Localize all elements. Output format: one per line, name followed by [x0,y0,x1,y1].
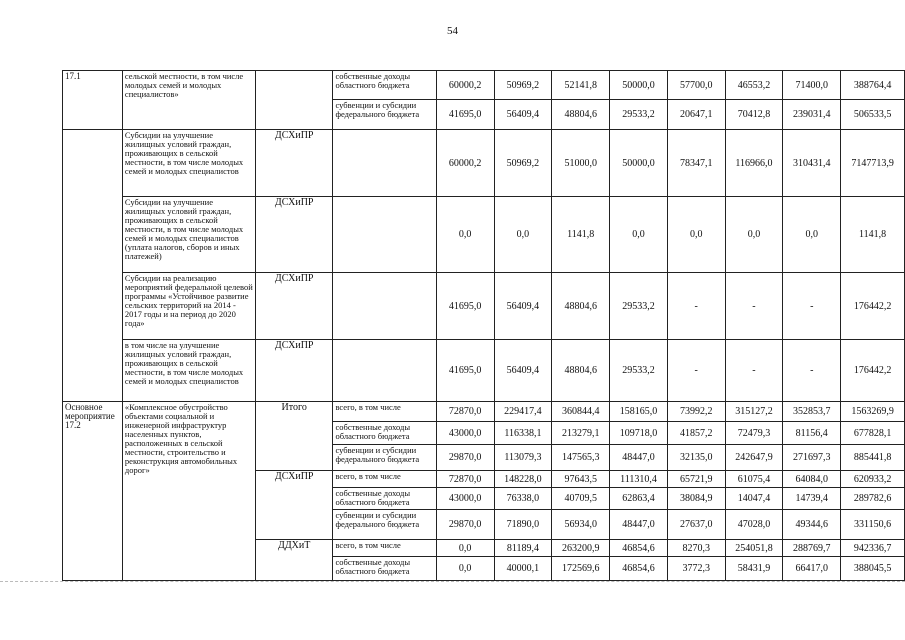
funding-source: всего, в том числе [333,471,436,488]
funding-source [333,197,436,273]
value-cell: 29870,0 [436,445,494,471]
scan-divider [0,581,905,582]
value-cell: 29533,2 [610,340,668,402]
value-cell: 50000,0 [610,130,668,197]
funding-source: собственные доходы областного бюджета [333,557,436,581]
value-cell: 71400,0 [783,71,841,100]
value-cell: 310431,4 [783,130,841,197]
value-cell: 60000,2 [436,130,494,197]
value-cell: 41695,0 [436,100,494,130]
budget-table [62,70,905,581]
row-code [63,130,123,402]
value-cell: 46854,6 [610,540,668,557]
value-cell: 158165,0 [610,402,668,422]
value-cell: 116338,1 [494,422,552,445]
value-cell: 1141,8 [552,197,610,273]
value-cell: 56934,0 [552,510,610,540]
value-cell: 20647,1 [667,100,725,130]
value-cell: 72870,0 [436,471,494,488]
value-cell: - [725,340,783,402]
value-cell: 147565,3 [552,445,610,471]
value-cell: 76338,0 [494,488,552,510]
value-cell: 113079,3 [494,445,552,471]
value-cell: 148228,0 [494,471,552,488]
value-cell: 388764,4 [841,71,905,100]
funding-source: субвенции и субсидии федерального бюджета [333,510,436,540]
row-name: сельской местности, в том числе молодых семей и молодых специалистов» [122,71,255,130]
value-cell: 49344,6 [783,510,841,540]
value-cell: 254051,8 [725,540,783,557]
table-row [63,71,905,100]
value-cell: 352853,7 [783,402,841,422]
row-name: «Комплексное обустройство объектами социальной и инженерной инфраструктур населенных пунктов, расположенных в сельской местности, строительство и реконструкция автомобильных дорог» [122,402,255,581]
value-cell: 0,0 [610,197,668,273]
value-cell: 14047,4 [725,488,783,510]
row-executor: ДСХиПР [255,340,333,402]
value-cell: 41695,0 [436,273,494,340]
value-cell: 58431,9 [725,557,783,581]
value-cell: 41857,2 [667,422,725,445]
funding-source [333,340,436,402]
row-name: Субсидии на улучшение жилищных условий граждан, проживающих в сельской местности, в том числе молодых семей и молодых специалистов (уплата налогов, сборов и иных платежей) [122,197,255,273]
value-cell: 56409,4 [494,340,552,402]
funding-source: всего, в том числе [333,402,436,422]
value-cell: - [725,273,783,340]
value-cell: 0,0 [436,557,494,581]
value-cell: 97643,5 [552,471,610,488]
value-cell: 176442,2 [841,273,905,340]
value-cell: 27637,0 [667,510,725,540]
value-cell: 14739,4 [783,488,841,510]
value-cell: 111310,4 [610,471,668,488]
value-cell: 46854,6 [610,557,668,581]
value-cell: 263200,9 [552,540,610,557]
funding-source: всего, в том числе [333,540,436,557]
value-cell: 3772,3 [667,557,725,581]
value-cell: 56409,4 [494,100,552,130]
row-name: Субсидии на реализацию мероприятий федеральной целевой программы «Устойчивое развитие сельских территорий на 2014 - 2017 годы и на период до 2020 года» [122,273,255,340]
funding-source [333,130,436,197]
row-executor: ДСХиПР [255,273,333,340]
value-cell: 942336,7 [841,540,905,557]
value-cell: 271697,3 [783,445,841,471]
value-cell: 81156,4 [783,422,841,445]
value-cell: 72870,0 [436,402,494,422]
row-name: в том числе на улучшение жилищных условий граждан, проживающих в сельской местности, в том числе молодых семей и молодых специалистов [122,340,255,402]
value-cell: 229417,4 [494,402,552,422]
table-row [63,402,905,422]
value-cell: 677828,1 [841,422,905,445]
value-cell: 29533,2 [610,100,668,130]
funding-source: собственные доходы областного бюджета [333,488,436,510]
value-cell: 1141,8 [841,197,905,273]
row-code: 17.1 [63,71,123,130]
page-number: 54 [447,25,458,37]
value-cell: 72479,3 [725,422,783,445]
value-cell: 40000,1 [494,557,552,581]
value-cell: - [667,273,725,340]
value-cell: 57700,0 [667,71,725,100]
value-cell: 360844,4 [552,402,610,422]
row-executor: ДДХиТ [255,540,333,581]
value-cell: 32135,0 [667,445,725,471]
value-cell: 81189,4 [494,540,552,557]
value-cell: 29533,2 [610,273,668,340]
table-row [63,130,905,197]
value-cell: 0,0 [494,197,552,273]
value-cell: 50000,0 [610,71,668,100]
value-cell: 0,0 [436,197,494,273]
value-cell: 38084,9 [667,488,725,510]
value-cell: 315127,2 [725,402,783,422]
row-executor [255,71,333,130]
row-name: Субсидии на улучшение жилищных условий граждан, проживающих в сельской местности, в том числе молодых семей и молодых специалистов [122,130,255,197]
row-executor: Итого [255,402,333,471]
value-cell: 46553,2 [725,71,783,100]
value-cell: 0,0 [725,197,783,273]
value-cell: 331150,6 [841,510,905,540]
value-cell: 239031,4 [783,100,841,130]
value-cell: 73992,2 [667,402,725,422]
value-cell: 176442,2 [841,340,905,402]
value-cell: 0,0 [667,197,725,273]
value-cell: 56409,4 [494,273,552,340]
value-cell: 40709,5 [552,488,610,510]
funding-source [333,273,436,340]
funding-source: собственные доходы областного бюджета [333,71,436,100]
value-cell: 65721,9 [667,471,725,488]
value-cell: 71890,0 [494,510,552,540]
value-cell: 172569,6 [552,557,610,581]
row-executor: ДСХиПР [255,471,333,540]
value-cell: 48447,0 [610,445,668,471]
funding-source: собственные доходы областного бюджета [333,422,436,445]
value-cell: 52141,8 [552,71,610,100]
value-cell: 50969,2 [494,130,552,197]
value-cell: 288769,7 [783,540,841,557]
value-cell: 620933,2 [841,471,905,488]
value-cell: 61075,4 [725,471,783,488]
value-cell: 29870,0 [436,510,494,540]
value-cell: 47028,0 [725,510,783,540]
value-cell: 66417,0 [783,557,841,581]
funding-source: субвенции и субсидии федерального бюджета [333,445,436,471]
value-cell: 213279,1 [552,422,610,445]
value-cell: 62863,4 [610,488,668,510]
table-row [63,340,905,402]
value-cell: 506533,5 [841,100,905,130]
value-cell: 41695,0 [436,340,494,402]
value-cell: 70412,8 [725,100,783,130]
value-cell: - [783,273,841,340]
funding-source: субвенции и субсидии федерального бюджета [333,100,436,130]
value-cell: 60000,2 [436,71,494,100]
value-cell: 116966,0 [725,130,783,197]
row-code: Основное мероприятие 17.2 [63,402,123,581]
value-cell: 0,0 [783,197,841,273]
value-cell: 388045,5 [841,557,905,581]
value-cell: 64084,0 [783,471,841,488]
value-cell: - [783,340,841,402]
value-cell: 8270,3 [667,540,725,557]
value-cell: 109718,0 [610,422,668,445]
value-cell: 78347,1 [667,130,725,197]
table-row [63,197,905,273]
value-cell: 242647,9 [725,445,783,471]
row-executor: ДСХиПР [255,197,333,273]
value-cell: 48447,0 [610,510,668,540]
value-cell: 7147713,9 [841,130,905,197]
value-cell: 885441,8 [841,445,905,471]
value-cell: 48804,6 [552,340,610,402]
value-cell: 51000,0 [552,130,610,197]
value-cell: 48804,6 [552,100,610,130]
table-row [63,273,905,340]
value-cell: 0,0 [436,540,494,557]
value-cell: - [667,340,725,402]
value-cell: 1563269,9 [841,402,905,422]
value-cell: 43000,0 [436,488,494,510]
value-cell: 289782,6 [841,488,905,510]
value-cell: 43000,0 [436,422,494,445]
row-executor: ДСХиПР [255,130,333,197]
value-cell: 48804,6 [552,273,610,340]
value-cell: 50969,2 [494,71,552,100]
